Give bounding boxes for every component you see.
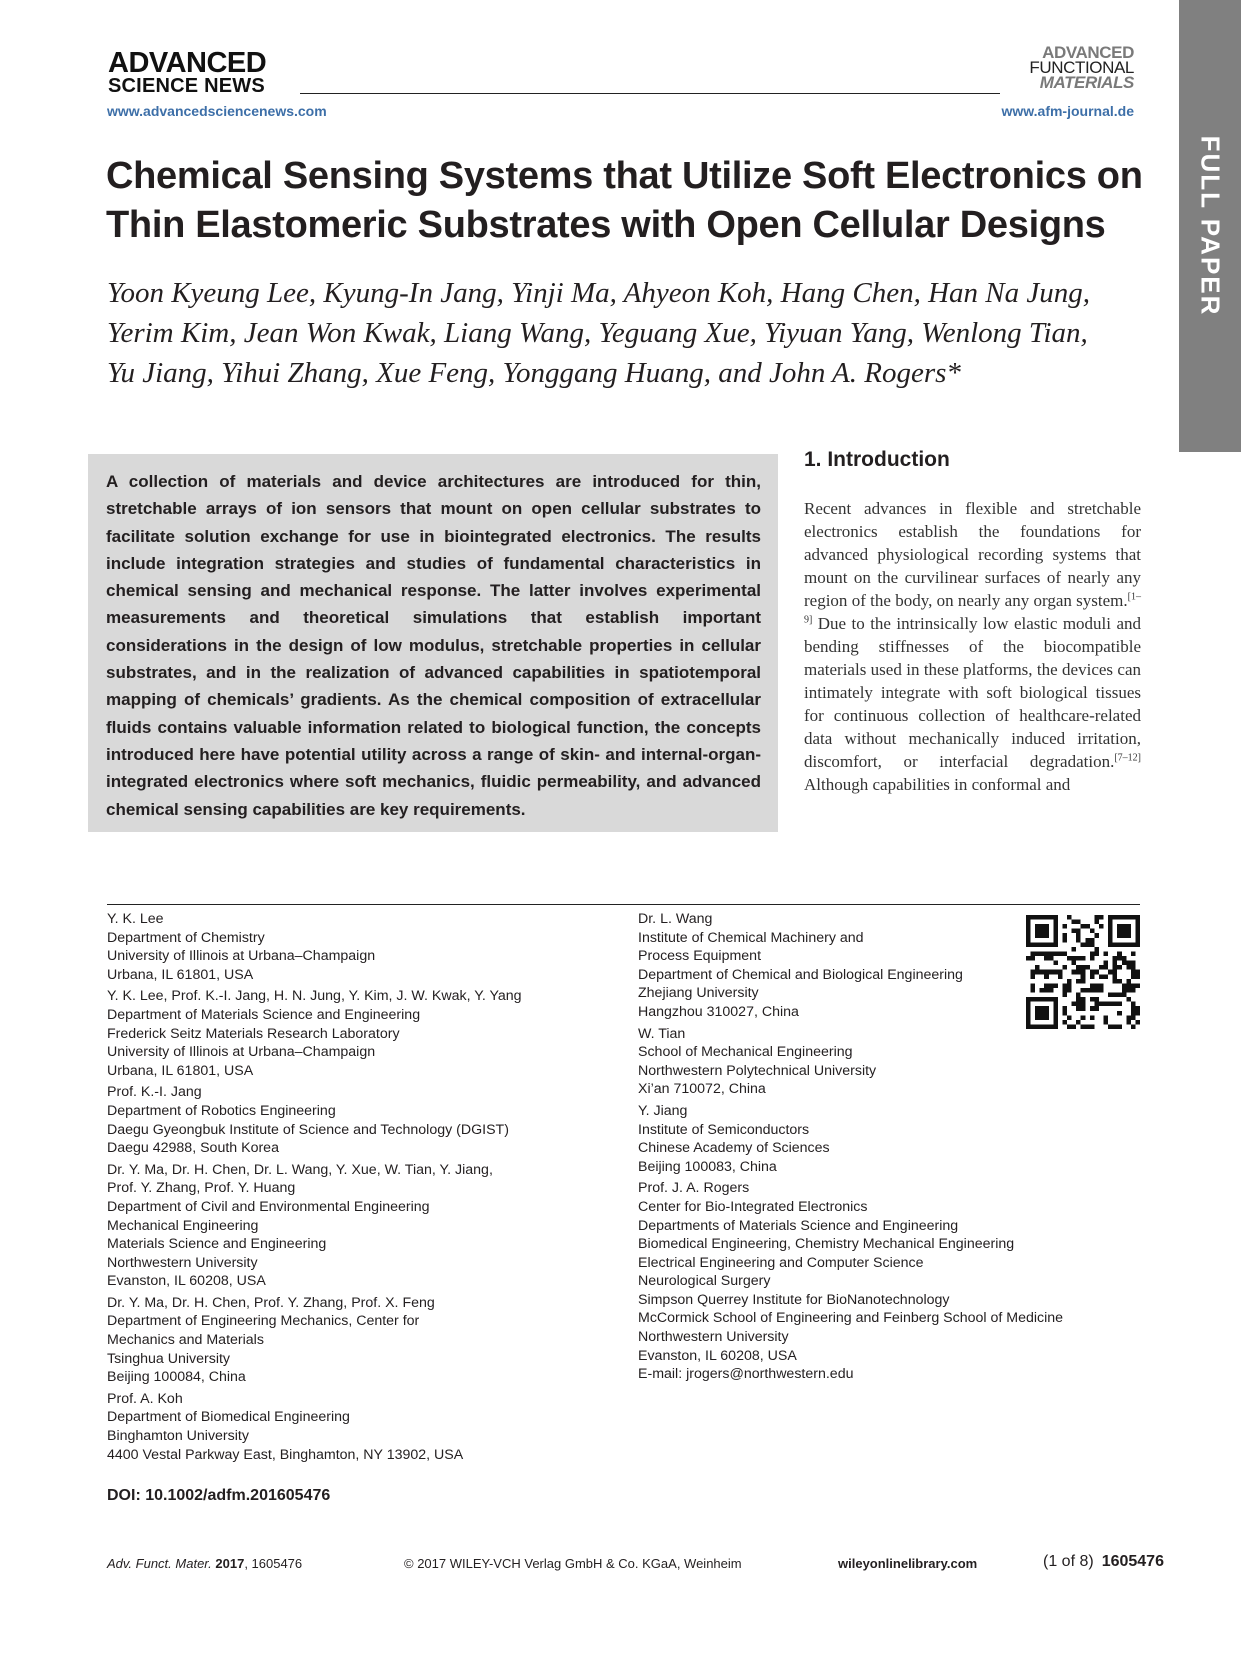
affiliation-line: Mechanical Engineering (107, 1217, 259, 1234)
affiliation-group (107, 1294, 607, 1387)
citation-1[interactable]: [1–9] (804, 591, 1141, 626)
affiliation-line: Evanston, IL 60208, USA (107, 1273, 266, 1290)
intro-text-1: Recent advances in flexible and stretchable electronics establish the foundations for advanced physiological recording systems that mount on the curvilinear surfaces of nearly any region of the body, on nearly any organ system. (804, 499, 1141, 610)
author-list (107, 273, 1137, 393)
footer-citation (107, 1556, 302, 1571)
advanced-science-news-logo (108, 47, 267, 97)
affiliation-group (638, 1179, 1108, 1384)
affiliation-line: Y. K. Lee, Prof. K.-I. Jang, H. N. Jung, Y. Kim, J. W. Kwak, Y. Yang (107, 988, 522, 1005)
footer-copyright: © 2017 WILEY-VCH Verlag GmbH & Co. KGaA, Weinheim (404, 1556, 742, 1571)
footer-year: 2017 (215, 1556, 245, 1571)
affiliation-group (638, 1102, 1108, 1176)
affiliation-line: Institute of Semiconductors (638, 1121, 810, 1138)
affiliation-line: Dr. L. Wang (638, 911, 713, 927)
doi[interactable]: DOI: 10.1002/adfm.201605476 (107, 1487, 331, 1504)
affiliation-line: Department of Civil and Environmental Engineering (107, 1198, 430, 1215)
footer-page (1043, 1553, 1164, 1571)
affiliation-line: Evanston, IL 60208, USA (638, 1347, 797, 1364)
footer-page-of: (1 of 8) (1043, 1553, 1094, 1570)
affiliation-line: McCormick School of Engineering and Feinberg School of Medicine (638, 1310, 1064, 1327)
affiliation-group (107, 1390, 607, 1464)
affiliation-line: Chinese Academy of Sciences (638, 1140, 830, 1157)
affiliation-line: Northwestern Polytechnical University (638, 1062, 877, 1079)
footer-page-number: 1605476 (1101, 1553, 1164, 1570)
affiliation-group (638, 1025, 1108, 1099)
affiliation-line: University of Illinois at Urbana–Champaign (107, 948, 376, 965)
intro-text-3: Although capabilities in conformal and (804, 775, 1071, 794)
affiliation-line: Dr. Y. Ma, Dr. H. Chen, Prof. Y. Zhang, Prof. X. Feng (107, 1294, 435, 1311)
logo-bottom-text: SCIENCE NEWS (108, 75, 265, 97)
afm-journal-link[interactable]: www.afm-journal.de (1001, 103, 1134, 119)
affiliation-line: Department of Engineering Mechanics, Center for (107, 1313, 420, 1330)
advanced-science-news-link[interactable]: www.advancedsciencenews.com (107, 103, 327, 119)
abstract-box (88, 454, 778, 832)
intro-heading: 1. Introduction (804, 448, 950, 471)
affiliation-line: Materials Science and Engineering (107, 1236, 327, 1253)
affiliation-line: Biomedical Engineering, Chemistry Mechanical Engineering (638, 1236, 1015, 1253)
affiliation-line: Department of Chemistry (107, 929, 265, 946)
affiliation-line: Prof. J. A. Rogers (638, 1180, 750, 1197)
affiliation-line: 4400 Vestal Parkway East, Binghamton, NY 13902, USA (107, 1446, 464, 1463)
affiliation-line: Frederick Seitz Materials Research Laboratory (107, 1025, 400, 1042)
affiliation-group (107, 1083, 607, 1157)
affiliation-line: Xi’an 710072, China (638, 1081, 766, 1098)
footer-article: , 1605476 (244, 1556, 303, 1571)
affiliation-group (107, 910, 607, 984)
affiliation-line: E-mail: jrogers@northwestern.edu (638, 1366, 854, 1383)
affiliation-line: Simpson Querrey Institute for BioNanotechnology (638, 1291, 950, 1308)
affiliation-line: Y. Jiang (638, 1102, 688, 1119)
affiliation-line: Process Equipment (638, 948, 762, 965)
afm-journal-logo (1029, 45, 1134, 90)
article-title (106, 152, 1146, 250)
affiliation-line: Prof. Y. Zhang, Prof. Y. Huang (107, 1180, 296, 1197)
afm-logo-line-2: FUNCTIONAL (1029, 58, 1134, 77)
affiliation-line: University of Illinois at Urbana–Champaign (107, 1044, 376, 1061)
affiliation-line: Dr. Y. Ma, Dr. H. Chen, Dr. L. Wang, Y. Xue, W. Tian, Y. Jiang, (107, 1161, 493, 1178)
abstract-text: A collection of materials and device architectures are introduced for thin, stretchable arrays of ion sensors that mount on open cellular substrates to facilitate solution exchange for use in biointegrated electronics. The results include integration strategies and studies of fundamental characteristics in chemical sensing and mechanical response. The latter involves experimental measurements and theoretical simulations that establish important considerations in the design of low modulus, stretchable properties in cellular substrates, and in the realization of advanced capabilities in spatiotemporal mapping of chemicals’ gradients. As the chemical composition of extracellular fluids contains valuable information related to biological function, the concepts introduced here have potential utility across a range of skin- and internal-organ-integrated electronics where soft mechanics, fluidic permeability, and advanced chemical sensing capabilities are key requirements. (106, 472, 761, 819)
affiliation-line: Prof. K.-I. Jang (107, 1084, 202, 1101)
affiliation-line: Department of Robotics Engineering (107, 1102, 336, 1119)
affiliation-line: Neurological Surgery (638, 1273, 771, 1290)
affiliation-line: Northwestern University (107, 1254, 258, 1271)
section-tab (1179, 0, 1241, 452)
affiliation-line: Urbana, IL 61801, USA (107, 1062, 254, 1079)
affiliation-line: Hangzhou 310027, China (638, 1003, 799, 1020)
header-divider (300, 93, 1000, 94)
authors-line-3: Yu Jiang, Yihui Zhang, Xue Feng, Yonggang Huang, and John A. Rogers* (107, 357, 961, 389)
footer-journal: Adv. Funct. Mater. (107, 1556, 212, 1571)
affiliation-line: W. Tian (638, 1025, 686, 1042)
title-line-2: Thin Elastomeric Substrates with Open Cellular Designs (106, 204, 1106, 246)
affiliation-line: Electrical Engineering and Computer Science (638, 1254, 924, 1271)
authors-line-1: Yoon Kyeung Lee, Kyung-In Jang, Yinji Ma, Ahyeon Koh, Hang Chen, Han Na Jung, (107, 277, 1090, 309)
affiliation-line: Y. K. Lee (107, 911, 164, 927)
affiliation-line: Daegu Gyeongbuk Institute of Science and Technology (DGIST) (107, 1121, 509, 1138)
section-tab-label: FULL PAPER (1195, 135, 1226, 317)
footer-site-link[interactable]: wileyonlinelibrary.com (838, 1556, 978, 1571)
affiliation-line: Binghamton University (107, 1428, 249, 1445)
citation-2[interactable]: [7–12] (1114, 752, 1141, 764)
affiliation-line: Beijing 100083, China (638, 1158, 777, 1175)
affiliation-line: Northwestern University (638, 1329, 789, 1346)
intro-body (804, 497, 1141, 796)
affiliation-line: Center for Bio-Integrated Electronics (638, 1198, 868, 1215)
logo-top-text: ADVANCED (108, 47, 267, 79)
affiliation-line: Urbana, IL 61801, USA (107, 966, 254, 983)
affiliation-group (107, 1161, 607, 1291)
affiliation-line: Daegu 42988, South Korea (107, 1140, 279, 1157)
affiliation-line: Tsinghua University (107, 1350, 231, 1367)
afm-logo-line-3: MATERIALS (1039, 73, 1134, 92)
affiliation-line: Prof. A. Koh (107, 1390, 183, 1407)
affiliations-divider (107, 904, 1140, 905)
affiliation-line: School of Mechanical Engineering (638, 1044, 853, 1061)
affiliation-line: Mechanics and Materials (107, 1332, 264, 1349)
affiliations-left-column (107, 910, 607, 1467)
affiliation-line: Zhejiang University (638, 985, 759, 1002)
affiliation-line: Department of Materials Science and Engineering (107, 1006, 421, 1023)
afm-logo-line-1: ADVANCED (1042, 43, 1134, 62)
affiliation-group (107, 987, 607, 1080)
affiliation-line: Beijing 100084, China (107, 1369, 246, 1386)
intro-text-2: Due to the intrinsically low elastic moduli and bending stiffnesses of the biocompatible materials used in these platforms, the devices can intimately integrate with soft biological tissues for continuous collection of healthcare-related data without mechanically induced irritation, discomfort, or interfacial degradation. (804, 614, 1141, 771)
affiliation-line: Institute of Chemical Machinery and (638, 929, 864, 946)
affiliation-line: Department of Chemical and Biological Engineering (638, 966, 963, 983)
title-line-1: Chemical Sensing Systems that Utilize Soft Electronics on (106, 155, 1143, 197)
authors-line-2: Yerim Kim, Jean Won Kwak, Liang Wang, Yeguang Xue, Yiyuan Yang, Wenlong Tian, (107, 317, 1088, 349)
affiliation-line: Department of Biomedical Engineering (107, 1409, 350, 1426)
qr-code-icon[interactable] (1026, 915, 1140, 1029)
affiliation-line: Departments of Materials Science and Engineering (638, 1217, 959, 1234)
